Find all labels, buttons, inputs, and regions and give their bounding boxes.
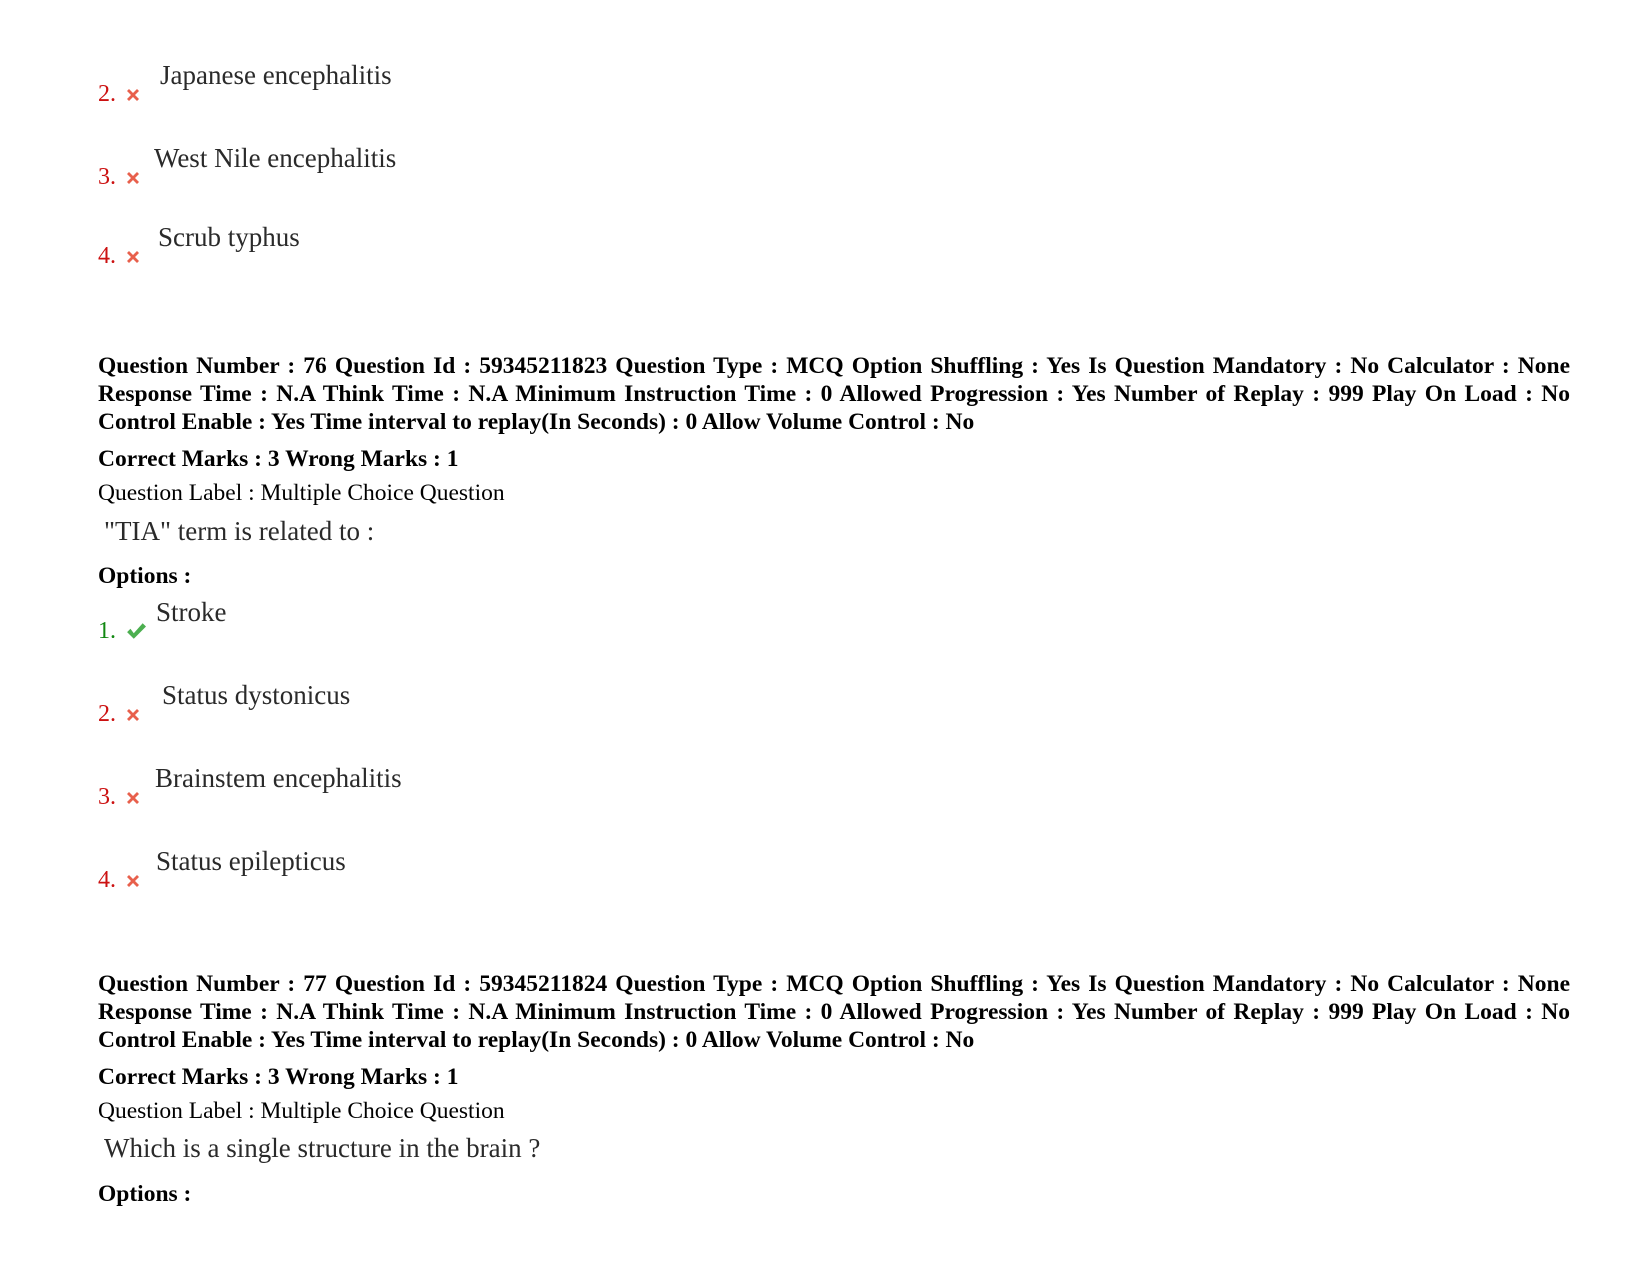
option-number: 4.	[98, 243, 116, 269]
option-text: Status dystonicus	[162, 680, 351, 710]
option-row	[98, 763, 798, 813]
question-marks: Correct Marks : 3 Wrong Marks : 1	[98, 446, 459, 472]
option-number: 4.	[98, 867, 116, 893]
cross-icon	[124, 86, 142, 104]
option-row	[98, 597, 798, 647]
cross-icon	[124, 169, 142, 187]
options-heading: Options :	[98, 1181, 192, 1207]
options-heading: Options :	[98, 563, 192, 589]
option-number: 3.	[98, 164, 116, 190]
question-text: Which is a single structure in the brain ?	[104, 1133, 541, 1163]
option-text: West Nile encephalitis	[154, 143, 397, 173]
option-text: Status epilepticus	[156, 846, 346, 876]
option-row	[98, 680, 798, 730]
option-number: 3.	[98, 784, 116, 810]
question-text: "TIA" term is related to :	[104, 516, 375, 546]
cross-icon	[124, 248, 142, 266]
option-number: 1.	[98, 618, 116, 644]
option-text: Scrub typhus	[158, 222, 300, 252]
option-text: Stroke	[156, 597, 227, 627]
check-icon	[124, 621, 148, 641]
question-marks: Correct Marks : 3 Wrong Marks : 1	[98, 1064, 459, 1090]
option-text: Brainstem encephalitis	[155, 763, 402, 793]
question-label: Question Label : Multiple Choice Question	[98, 1098, 505, 1124]
question-meta: Question Number : 76 Question Id : 59345211823 Question Type : MCQ Option Shuffling : Yes Is Question Mandatory : No Calculator : None Response Time : N.A Think Time : N.A Minimum Instruction Time : 0 Allowed Progression : Yes Number of Replay : 999 Play On Load : No Control Enable : Yes Time interval to replay(In Seconds) : 0 Allow Volume Control : No	[98, 353, 1570, 435]
option-row	[98, 846, 798, 896]
option-row	[98, 60, 798, 110]
option-number: 2.	[98, 701, 116, 727]
option-number: 2.	[98, 81, 116, 107]
question-label: Question Label : Multiple Choice Question	[98, 480, 505, 506]
option-row	[98, 222, 798, 272]
option-text: Japanese encephalitis	[160, 60, 392, 90]
cross-icon	[124, 706, 142, 724]
cross-icon	[124, 872, 142, 890]
cross-icon	[124, 789, 142, 807]
option-row	[98, 143, 798, 193]
question-meta: Question Number : 77 Question Id : 59345211824 Question Type : MCQ Option Shuffling : Yes Is Question Mandatory : No Calculator : None Response Time : N.A Think Time : N.A Minimum Instruction Time : 0 Allowed Progression : Yes Number of Replay : 999 Play On Load : No Control Enable : Yes Time interval to replay(In Seconds) : 0 Allow Volume Control : No	[98, 971, 1570, 1053]
